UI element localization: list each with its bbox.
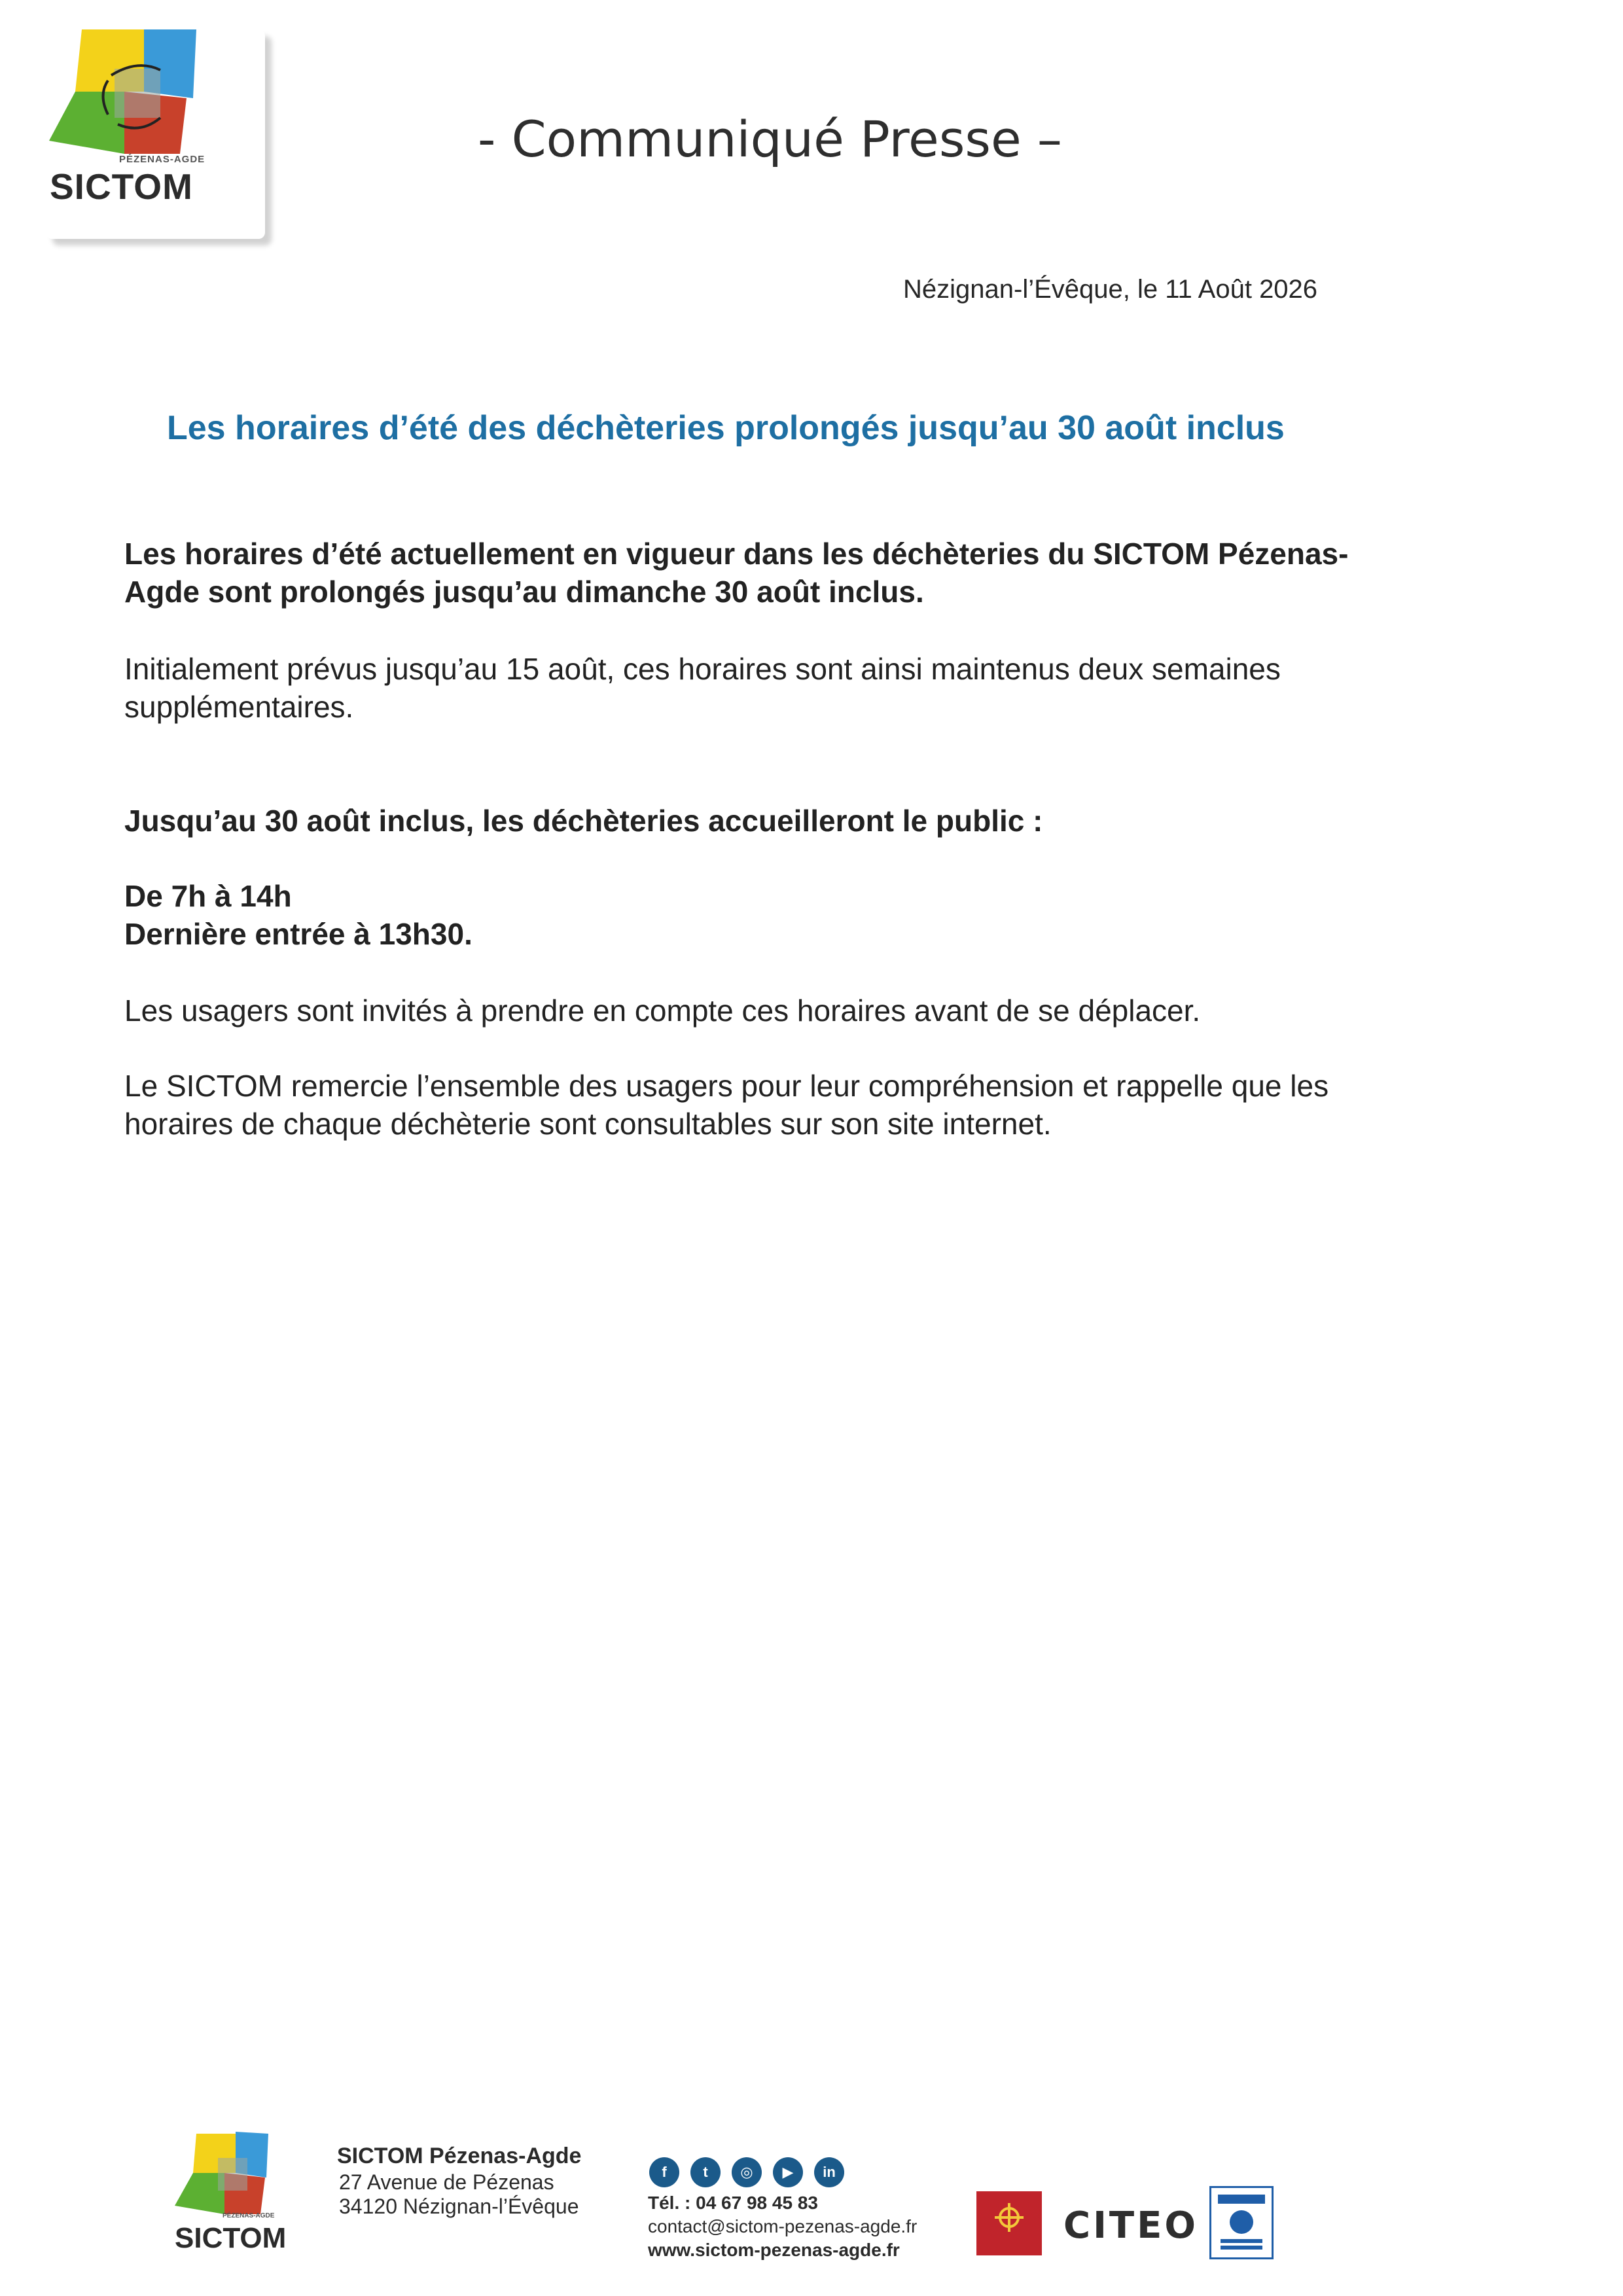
opening-intro: Jusqu’au 30 août inclus, les déchèteries accueilleront le public :: [124, 804, 1043, 838]
address-line: 34120 Nézignan-l’Évêque: [339, 2195, 579, 2218]
occitanie-cross-icon: [976, 2191, 1042, 2255]
headline: Les horaires d’été des déchèteries prolongés jusqu’au 30 août inclus: [167, 409, 1285, 447]
website-link[interactable]: www.sictom-pezenas-agde.fr: [648, 2240, 900, 2260]
logo-subtitle: PÉZENAS-AGDE: [119, 154, 205, 165]
occitanie-region-logo: [976, 2191, 1042, 2255]
instagram-icon[interactable]: ◎: [732, 2157, 762, 2187]
intro-line: Agde sont prolongés jusqu’au dimanche 30 août inclus.: [124, 575, 924, 609]
ademe-logo: [1209, 2186, 1274, 2259]
thanks-line: horaires de chaque déchèterie sont consultables sur son site internet.: [124, 1107, 1052, 1141]
footer-logo-subtitle: PÉZENAS-AGDE: [223, 2212, 275, 2219]
citeo-logo: CITEO: [1063, 2204, 1198, 2247]
logo-wordmark: SICTOM: [50, 166, 193, 207]
phone-number: Tél. : 04 67 98 45 83: [648, 2193, 818, 2213]
context-line: supplémentaires.: [124, 690, 354, 724]
org-name: SICTOM Pézenas-Agde: [337, 2144, 582, 2168]
header-logo: [46, 29, 265, 239]
last-entry-line: Dernière entrée à 13h30.: [124, 917, 473, 951]
sictom-logo-mark-small: [173, 2130, 304, 2281]
footer-logo-wordmark: SICTOM: [175, 2222, 287, 2254]
opening-hours: [124, 877, 1472, 953]
thanks-line: Le SICTOM remercie l’ensemble des usagers pour leur compréhension et rappelle que les: [124, 1069, 1329, 1103]
facebook-icon[interactable]: f: [649, 2157, 679, 2187]
context-line: Initialement prévus jusqu’au 15 août, ces horaires sont ainsi maintenus deux semaines: [124, 652, 1281, 686]
document-type-title: - Communiqué Presse –: [478, 110, 1062, 168]
sictom-logo-mark: [46, 29, 265, 239]
linkedin-icon[interactable]: in: [814, 2157, 844, 2187]
youtube-icon[interactable]: ▶: [773, 2157, 803, 2187]
footer-logo: [173, 2130, 304, 2281]
ademe-emblem-icon: [1211, 2188, 1272, 2257]
advice-paragraph: Les usagers sont invités à prendre en compte ces horaires avant de se déplacer.: [124, 994, 1201, 1028]
thanks-paragraph: [124, 1067, 1472, 1143]
address-line: 27 Avenue de Pézenas: [339, 2170, 554, 2194]
place-date: Nézignan-l’Évêque, le 11 Août 2026: [903, 275, 1318, 304]
email-link[interactable]: contact@sictom-pezenas-agde.fr: [648, 2216, 918, 2236]
intro-paragraph: [124, 535, 1472, 611]
intro-line: Les horaires d’été actuellement en vigueur dans les déchèteries du SICTOM Pézenas-: [124, 537, 1349, 571]
hours-line: De 7h à 14h: [124, 879, 292, 913]
context-paragraph: [124, 650, 1472, 726]
twitter-icon[interactable]: t: [690, 2157, 721, 2187]
